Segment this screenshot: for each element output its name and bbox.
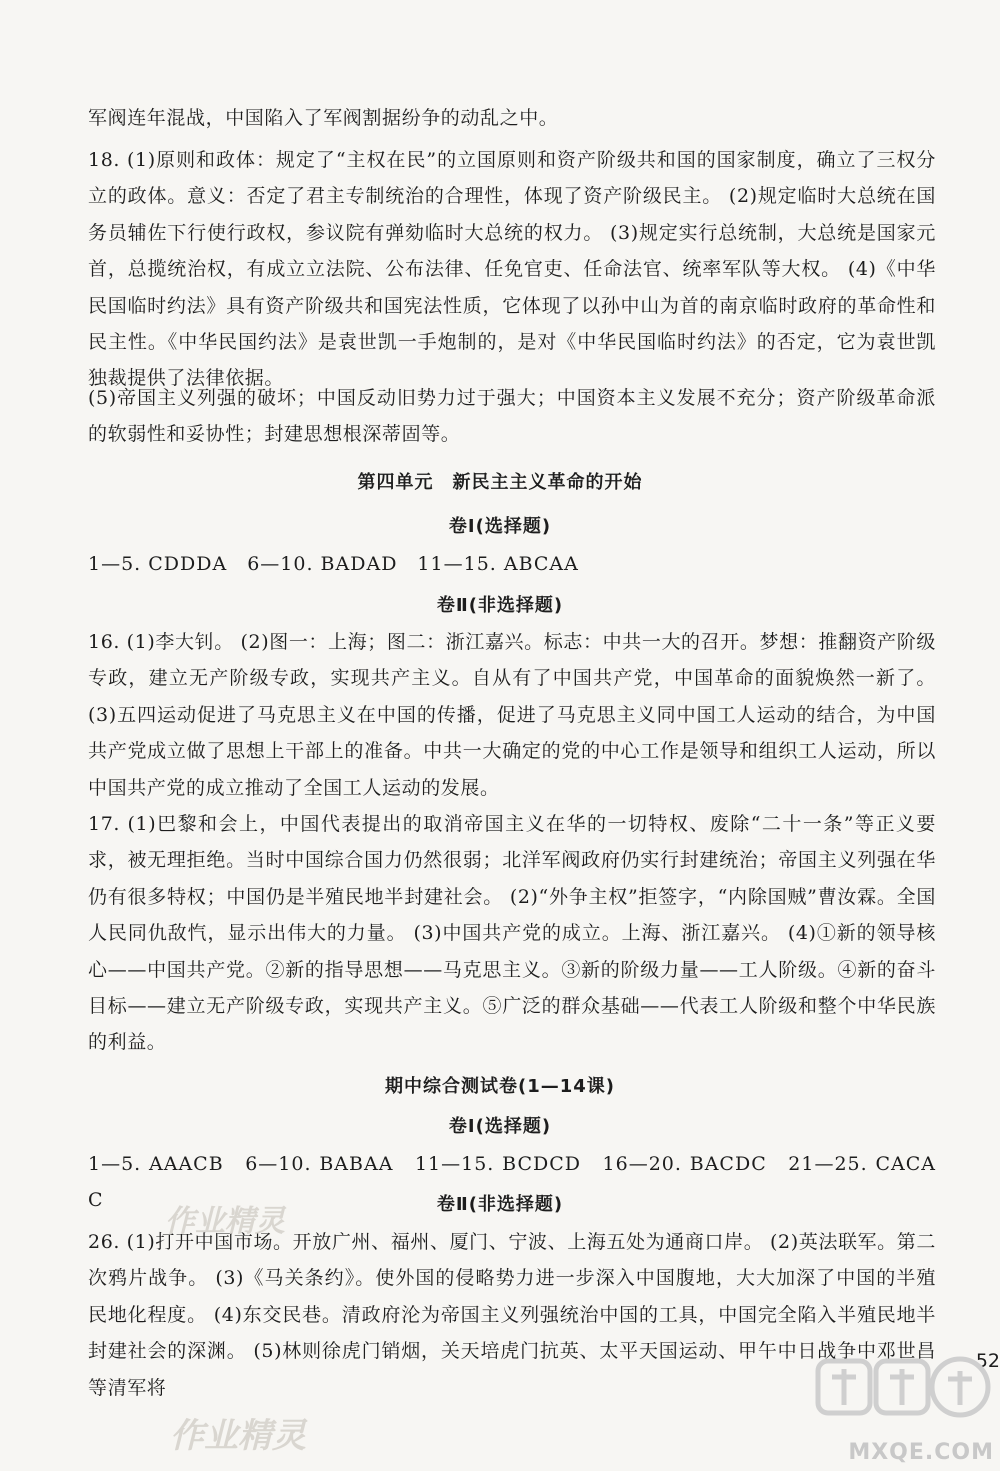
midterm-choice-answers: 1—5. AAACB 6—10. BABAA 11—15. BCDCD 16—20. BACDC 21—25. CACAC — [88, 1153, 936, 1212]
answer-logo-icon — [814, 1347, 994, 1437]
unit4-volume1-heading: 卷Ⅰ(选择题) — [448, 516, 552, 537]
unit4-volume2-heading: 卷Ⅱ(非选择题) — [436, 595, 564, 616]
unit4-choice-answers: 1—5. CDDDA 6—10. BADAD 11—15. ABCAA — [88, 553, 579, 575]
answer-17: 17. (1)巴黎和会上，中国代表提出的取消帝国主义在华的一切特权、废除“二十一条”等正义要求，被无理拒绝。当时中国综合国力仍然很弱；北洋军阀政府仍实行封建统治；帝国主义列强在华仍有很多特权；中国仍是半殖民地半封建社会。 (2)“外争主权”拒签字，“内除国贼”曹汝霖。全国人民同仇敌忾，显示出伟大的力量。 (3)中国共产党的成立。上海、浙江嘉兴。 (4)①新的领导核心——中国共产党。②新的指导思想——马克思主义。③新的阶级力量——工人阶级。④新的奋斗目标——建立无产阶级专政，实现共产主义。⑤广泛的群众基础——代表工人阶级和整个中华民族的利益。 — [88, 813, 936, 1054]
unit4-heading: 第四单元 新民主主义革命的开始 — [357, 472, 643, 493]
midterm-volume1-heading: 卷Ⅰ(选择题) — [448, 1116, 552, 1137]
answer-26: 26. (1)打开中国市场。开放广州、福州、厦门、宁波、上海五处为通商口岸。 (2)英法联军。第二次鸦片战争。 (3)《马关条约》。使外国的侵略势力进一步深入中国腹地，大大加深了中国的半殖民地化程度。 (4)东交民巷。清政府沦为帝国主义列强统治中国的工具，中国完全陷入半殖民地半封建社会的深渊。 (5)林则徐虎门销烟，关天培虎门抗英、太平天国运动、甲午中日战争中邓世昌等清军将 — [88, 1231, 936, 1399]
page-number: 52 — [975, 1350, 1000, 1372]
site-logo-text: MXQE.COM — [848, 1440, 994, 1465]
site-logo — [814, 1347, 994, 1465]
paragraph-continuation: 军阀连年混战，中国陷入了军阀割据纷争的动乱之中。 — [88, 107, 559, 129]
answer-18-part-5: (5)帝国主义列强的破坏；中国反动旧势力过于强大；中国资本主义发展不充分；资产阶级革命派的软弱性和妥协性；封建思想根深蒂固等。 — [88, 387, 936, 446]
watermark-lower: 作业精灵 — [170, 1416, 306, 1456]
midterm-heading: 期中综合测试卷(1—14课) — [384, 1076, 616, 1097]
answer-16: 16. (1)李大钊。 (2)图一：上海；图二：浙江嘉兴。标志：中共一大的召开。梦想：推翻资产阶级专政，建立无产阶级专政，实现共产主义。自从有了中国共产党，中国革命的面貌焕然一新了。 (3)五四运动促进了马克思主义在中国的传播，促进了马克思主义同中国工人运动的结合，为中国共产党成立做了思想上干部上的准备。中共一大确定的党的中心工作是领导和组织工人运动，所以中国共产党的成立推动了全国工人运动的发展。 — [88, 631, 936, 799]
midterm-volume2-heading: 卷Ⅱ(非选择题) — [436, 1194, 564, 1215]
watermark-upper: 作业精灵 — [165, 1204, 285, 1239]
answer-18-part-1: 18. (1)原则和政体：规定了“主权在民”的立国原则和资产阶级共和国的国家制度，确立了三权分立的政体。意义：否定了君主专制统治的合理性，体现了资产阶级民主。 (2)规定临时大总统在国务员辅佐下行使行政权，参议院有弹劾临时大总统的权力。 (3)规定实行总统制，大总统是国家元首，总揽统治权，有成立立法院、公布法律、任免官吏、任命法官、统率军队等大权。 (4)《中华民国临时约法》具有资产阶级共和国宪法性质，它体现了以孙中山为首的南京临时政府的革命性和民主性。《中华民国约法》是袁世凯一手炮制的，是对《中华民国临时约法》的否定，它为袁世凯独裁提供了法律依据。 — [88, 149, 936, 390]
